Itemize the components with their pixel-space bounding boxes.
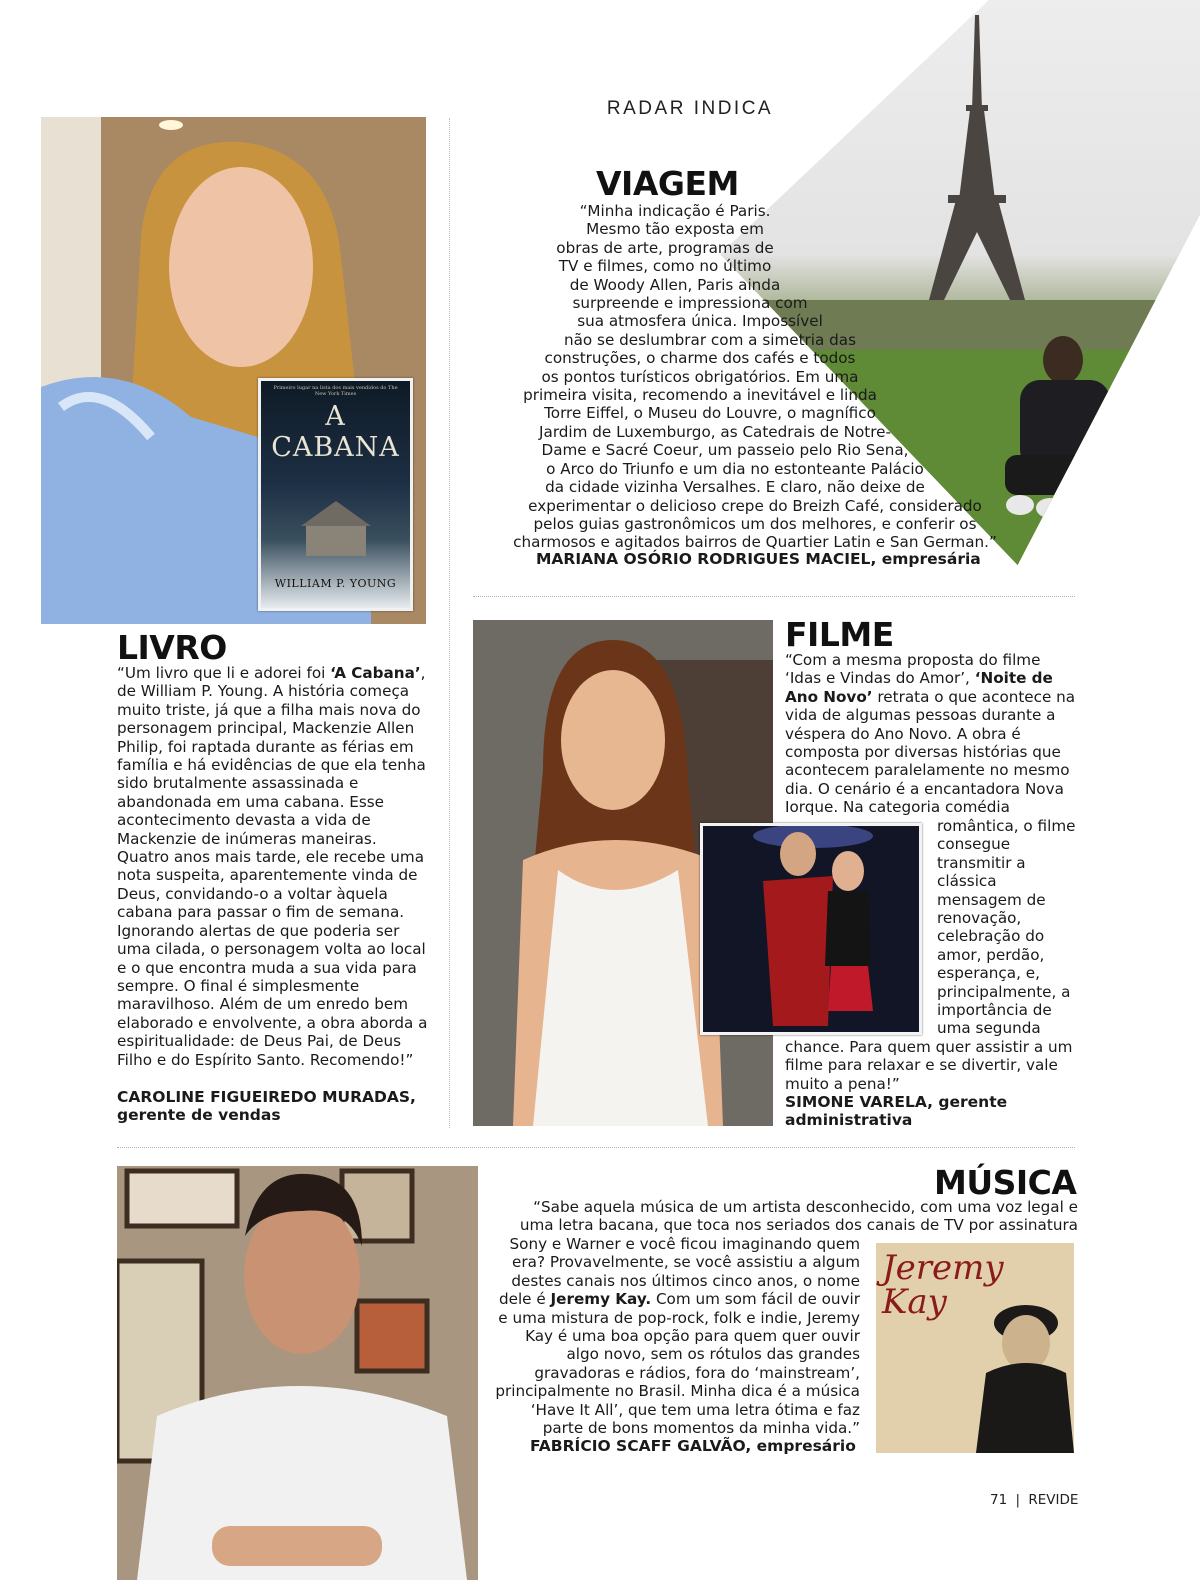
viagem-text (440, 202, 1000, 552)
viagem-line: obras de arte, programas de (556, 238, 774, 257)
book-title-line: A (325, 401, 346, 432)
page-footer (990, 1492, 1078, 1508)
book-title (261, 401, 410, 463)
filme-author (785, 1093, 1075, 1130)
livro-title: LIVRO (117, 628, 227, 667)
viagem-line: Dame e Sacré Coeur, um passeio pelo Rio Sena, (541, 441, 909, 460)
album-title: Jeremy Kay (882, 1248, 1004, 1322)
viagem-line: primeira visita, recomendo a inevitável e linda (523, 386, 877, 405)
viagem-title: VIAGEM (596, 164, 739, 203)
viagem-line: construções, o charme dos cafés e todos (544, 349, 856, 368)
livro-author-role: gerente de vendas (117, 1106, 281, 1125)
jeremy-kay-album-cover (876, 1243, 1074, 1453)
viagem-line: sua atmosfera única. Impossível (577, 312, 823, 331)
livro-text (117, 664, 429, 1069)
viagem-author: MARIANA OSÓRIO RODRIGUES MACIEL, empresária (536, 550, 981, 568)
filme-text-bottom: chance. Para quem quer assistir a um filme para relaxar e se divertir, vale muito a pena!” (785, 1038, 1073, 1093)
musica-author: FABRÍCIO SCAFF GALVÃO, empresário (530, 1437, 856, 1455)
concert-still-photo (700, 823, 922, 1035)
a-cabana-book-cover (258, 378, 413, 611)
livro-author (117, 1088, 437, 1125)
viagem-line: os pontos turísticos obrigatórios. Em uma (541, 367, 859, 386)
filme-text-top (785, 651, 1077, 817)
musica-text-main (488, 1235, 860, 1437)
livro-text-part: “Um livro que li e adorei foi (117, 664, 331, 682)
book-title-line: CABANA (271, 432, 400, 463)
livro-highlight: ‘A Cabana’ (330, 664, 421, 682)
viagem-line: experimentar o delicioso crepe do Breizh Café, considerado (528, 496, 982, 515)
musica-text-part: Sony e Warner e você ficou imaginando quem era? Provavelmente, se você assistiu a algum destes canais nos últimos cinco anos, o nome dele é (498, 1235, 860, 1309)
viagem-line: não se deslumbrar com a simetria das (563, 330, 857, 349)
book-tagline: Primeiro lugar na lista dos mais vendidos do The New York Times (273, 385, 398, 397)
filme-highlight: ‘Noite de Ano Novo’ (785, 669, 1053, 706)
section-divider (117, 1147, 1075, 1148)
viagem-line: Torre Eiffel, o Museu do Louvre, o magnífico (544, 404, 876, 423)
musica-title: MÚSICA (934, 1163, 1077, 1202)
fabricio-photo (117, 1166, 478, 1580)
filme-text-wrap: romântica, o filme consegue transmitir a clássica mensagem de renovação, celebração do amor, perdão, esperança, e, principalmente, a importância de uma segunda (937, 817, 1076, 1038)
musica-text-top: “Sabe aquela música de um artista desconhecido, com uma voz legal e uma letra bacana, que toca nos seriados dos canais de TV por assinatura (519, 1198, 1078, 1235)
viagem-line: da cidade vizinha Versalhes. E claro, não deixe de (545, 478, 925, 497)
viagem-line: charmosos e agitados bairros de Quartier Latin e San German.” (513, 533, 997, 552)
livro-text-part: , de William P. Young. A história começa muito triste, já que a filha mais nova do personagem principal, Mackenzie Allen Philip, foi raptada durante as férias em família e há evidências de que ela tenha sido brutalmente assassinada e abandonada em uma cabana. Esse acontecimento devasta a vida de Mackenzie de inúmeras maneiras. Quatro anos mais tarde, ele recebe uma nota suspeita, aparentemente vinda de Deus, convidando-o a voltar àquela cabana para passar o fim de semana. Ignorando alertas de que poderia ser uma cilada, o personagem volta ao local e o que encontra muda a sua vida para sempre. O final é simplesmente maravilhoso. Além de um enredo bem elaborado e envolvente, a obra aborda a espiritualidade: de Deus Pai, de Deus Filho e do Espírito Santo. Recomendo!” (117, 664, 428, 1069)
viagem-line: TV e filmes, como no último (558, 257, 772, 276)
viagem-line: pelos guias gastronômicos um dos melhores, e conferir os (533, 514, 977, 533)
cabin-illustration (291, 491, 381, 561)
column-divider (449, 118, 450, 1128)
viagem-line: Mesmo tão exposta em (586, 220, 764, 239)
viagem-line: Jardim de Luxemburgo, as Catedrais de Notre- (539, 422, 891, 441)
filme-author-name: SIMONE VARELA, gerente (785, 1093, 1008, 1111)
section-divider (473, 596, 1075, 597)
filme-text-part: “Com a mesma proposta do filme ‘Idas e Vindas do Amor’, (785, 651, 1041, 688)
footer-separator: | (1015, 1492, 1021, 1508)
book-author: WILLIAM P. YOUNG (274, 577, 397, 590)
viagem-line: surpreende e impressiona com (572, 294, 808, 313)
musica-text-part: Com um som fácil de ouvir e uma mistura de pop-rock, folk e indie, Jeremy Kay é uma boa opção para quem quer ouvir algo novo, sem os rótulos das grandes gravadoras e rádios, fora do ‘mainstream’, principalmente no Brasil. Minha dica é a música ‘Have It All’, que tem uma letra ótima e faz parte de bons momentos da minha vida.” (495, 1290, 860, 1438)
section-header: RADAR INDICA (606, 98, 774, 119)
viagem-line: de Woody Allen, Paris ainda (569, 275, 781, 294)
livro-author-name: CAROLINE FIGUEIREDO MURADAS, (117, 1088, 416, 1106)
musica-highlight: Jeremy Kay. (550, 1290, 652, 1309)
filme-title: FILME (785, 615, 894, 654)
page-number: 71 (990, 1492, 1008, 1508)
filme-text-part: retrata o que acontece na vida de algumas pessoas durante a véspera do Ano Novo. A obra é composta por diversas histórias que acontecem paralelamente no mesmo dia. O cenário é a encantadora Nova Iorque. Na categoria comédia (785, 687, 1076, 817)
viagem-line: o Arco do Triunfo e um dia no estonteante Palácio (546, 459, 924, 478)
publication-name: REVIDE (1028, 1492, 1079, 1508)
viagem-line: “Minha indicação é Paris. (579, 202, 771, 220)
filme-author-role: administrativa (785, 1111, 913, 1130)
